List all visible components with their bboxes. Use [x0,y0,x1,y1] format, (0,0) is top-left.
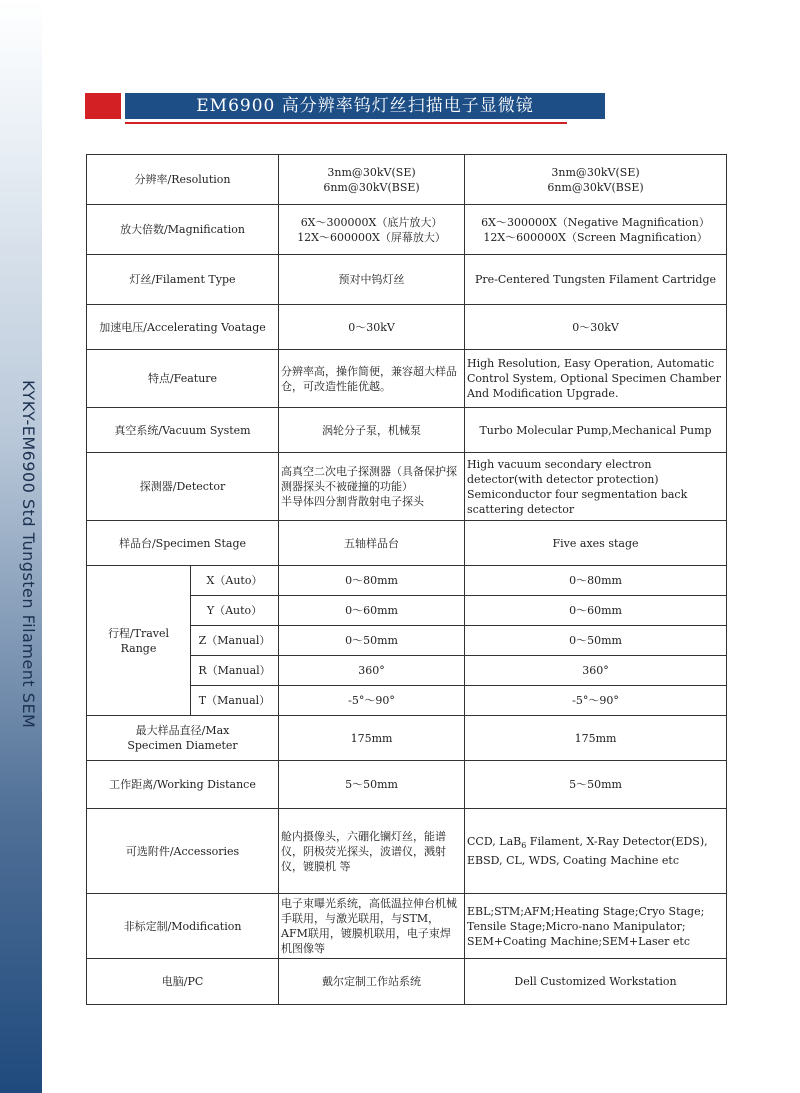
en-vacuum: Turbo Molecular Pump,Mechanical Pump [465,408,727,453]
cn-stage: 五轴样品台 [279,521,465,566]
cn-detector: 高真空二次电子探测器（具备保护探测器探头不被碰撞的功能） 半导体四分割背散射电子探头 [279,453,465,521]
cn-filament: 预对中钨灯丝 [279,255,465,305]
label-diameter: 最大样品直径/Max Specimen Diameter [87,716,279,761]
cn-diameter: 175mm [279,716,465,761]
axis-t: T（Manual） [191,686,279,716]
page-title: EM6900 高分辨率钨灯丝扫描电子显微镜 [125,93,605,119]
side-label: KYKY-EM6900 Std Tungsten Filament SEM [19,380,38,729]
row-feature [87,350,727,408]
row-resolution [87,155,727,205]
cn-travel-y: 0～60mm [279,596,465,626]
row-modification [87,894,727,959]
cn-magnification: 6X～300000X（底片放大） 12X～600000X（屏幕放大） [279,205,465,255]
row-vacuum [87,408,727,453]
cn-resolution: 3nm@30kV(SE) 6nm@30kV(BSE) [279,155,465,205]
label-distance: 工作距离/Working Distance [87,761,279,809]
sidebar-band [0,0,42,1093]
cn-travel-t: -5°～90° [279,686,465,716]
label-stage: 样品台/Specimen Stage [87,521,279,566]
en-magnification: 6X～300000X（Negative Magnification） 12X～600000X（Screen Magnification） [465,205,727,255]
cn-distance: 5～50mm [279,761,465,809]
en-travel-t: -5°～90° [465,686,727,716]
label-vacuum: 真空系统/Vacuum System [87,408,279,453]
axis-x: X（Auto） [191,566,279,596]
en-accessories: CCD, LaB$_6$ Filament, X-Ray Detector(EDS), EBSD, CL, WDS, Coating Machine etc [465,809,727,894]
title-red-block [85,93,121,119]
axis-z: Z（Manual） [191,626,279,656]
en-resolution: 3nm@30kV(SE) 6nm@30kV(BSE) [465,155,727,205]
en-travel-y: 0～60mm [465,596,727,626]
en-modification: EBL;STM;AFM;Heating Stage;Cryo Stage; Tensile Stage;Micro-nano Manipulator; SEM+Coating Machine;SEM+Laser etc [465,894,727,959]
label-pc: 电脑/PC [87,959,279,1005]
cn-modification: 电子束曝光系统，高低温拉伸台机械手联用，与激光联用，与STM，AFM联用，镀膜机联用，电子束焊机图像等 [279,894,465,959]
label-feature: 特点/Feature [87,350,279,408]
row-filament [87,255,727,305]
title-underline [125,122,567,124]
label-travel: 行程/Travel Range [87,566,191,716]
axis-y: Y（Auto） [191,596,279,626]
row-accessories [87,809,727,894]
en-feature: High Resolution, Easy Operation, Automatic Control System, Optional Specimen Chamber And Modification Upgrade. [465,350,727,408]
spec-table [86,154,727,1005]
row-magnification [87,205,727,255]
en-distance: 5～50mm [465,761,727,809]
row-voltage [87,305,727,350]
row-detector [87,453,727,521]
label-modification: 非标定制/Modification [87,894,279,959]
en-filament: Pre-Centered Tungsten Filament Cartridge [465,255,727,305]
label-voltage: 加速电压/Accelerating Voatage [87,305,279,350]
cn-feature: 分辨率高，操作简便，兼容超大样品仓，可改造性能优越。 [279,350,465,408]
label-resolution: 分辨率/Resolution [87,155,279,205]
cn-vacuum: 涡轮分子泵，机械泵 [279,408,465,453]
axis-r: R（Manual） [191,656,279,686]
row-stage [87,521,727,566]
title-bar [85,93,605,119]
label-filament: 灯丝/Filament Type [87,255,279,305]
en-diameter: 175mm [465,716,727,761]
cn-travel-z: 0～50mm [279,626,465,656]
row-travel-x [87,566,727,596]
row-pc [87,959,727,1005]
en-travel-r: 360° [465,656,727,686]
en-stage: Five axes stage [465,521,727,566]
cn-travel-r: 360° [279,656,465,686]
cn-accessories: 舱内摄像头，六硼化镧灯丝，能谱仪，阴极荧光探头，波谱仪，溅射仪，镀膜机 等 [279,809,465,894]
cn-pc: 戴尔定制工作站系统 [279,959,465,1005]
label-magnification: 放大倍数/Magnification [87,205,279,255]
row-diameter [87,716,727,761]
en-pc: Dell Customized Workstation [465,959,727,1005]
en-travel-x: 0～80mm [465,566,727,596]
cn-travel-x: 0～80mm [279,566,465,596]
en-detector: High vacuum secondary electron detector(with detector protection) Semiconductor four segmentation back scattering detector [465,453,727,521]
label-accessories: 可选附件/Accessories [87,809,279,894]
en-voltage: 0～30kV [465,305,727,350]
cn-voltage: 0～30kV [279,305,465,350]
en-travel-z: 0～50mm [465,626,727,656]
row-distance [87,761,727,809]
label-detector: 探测器/Detector [87,453,279,521]
